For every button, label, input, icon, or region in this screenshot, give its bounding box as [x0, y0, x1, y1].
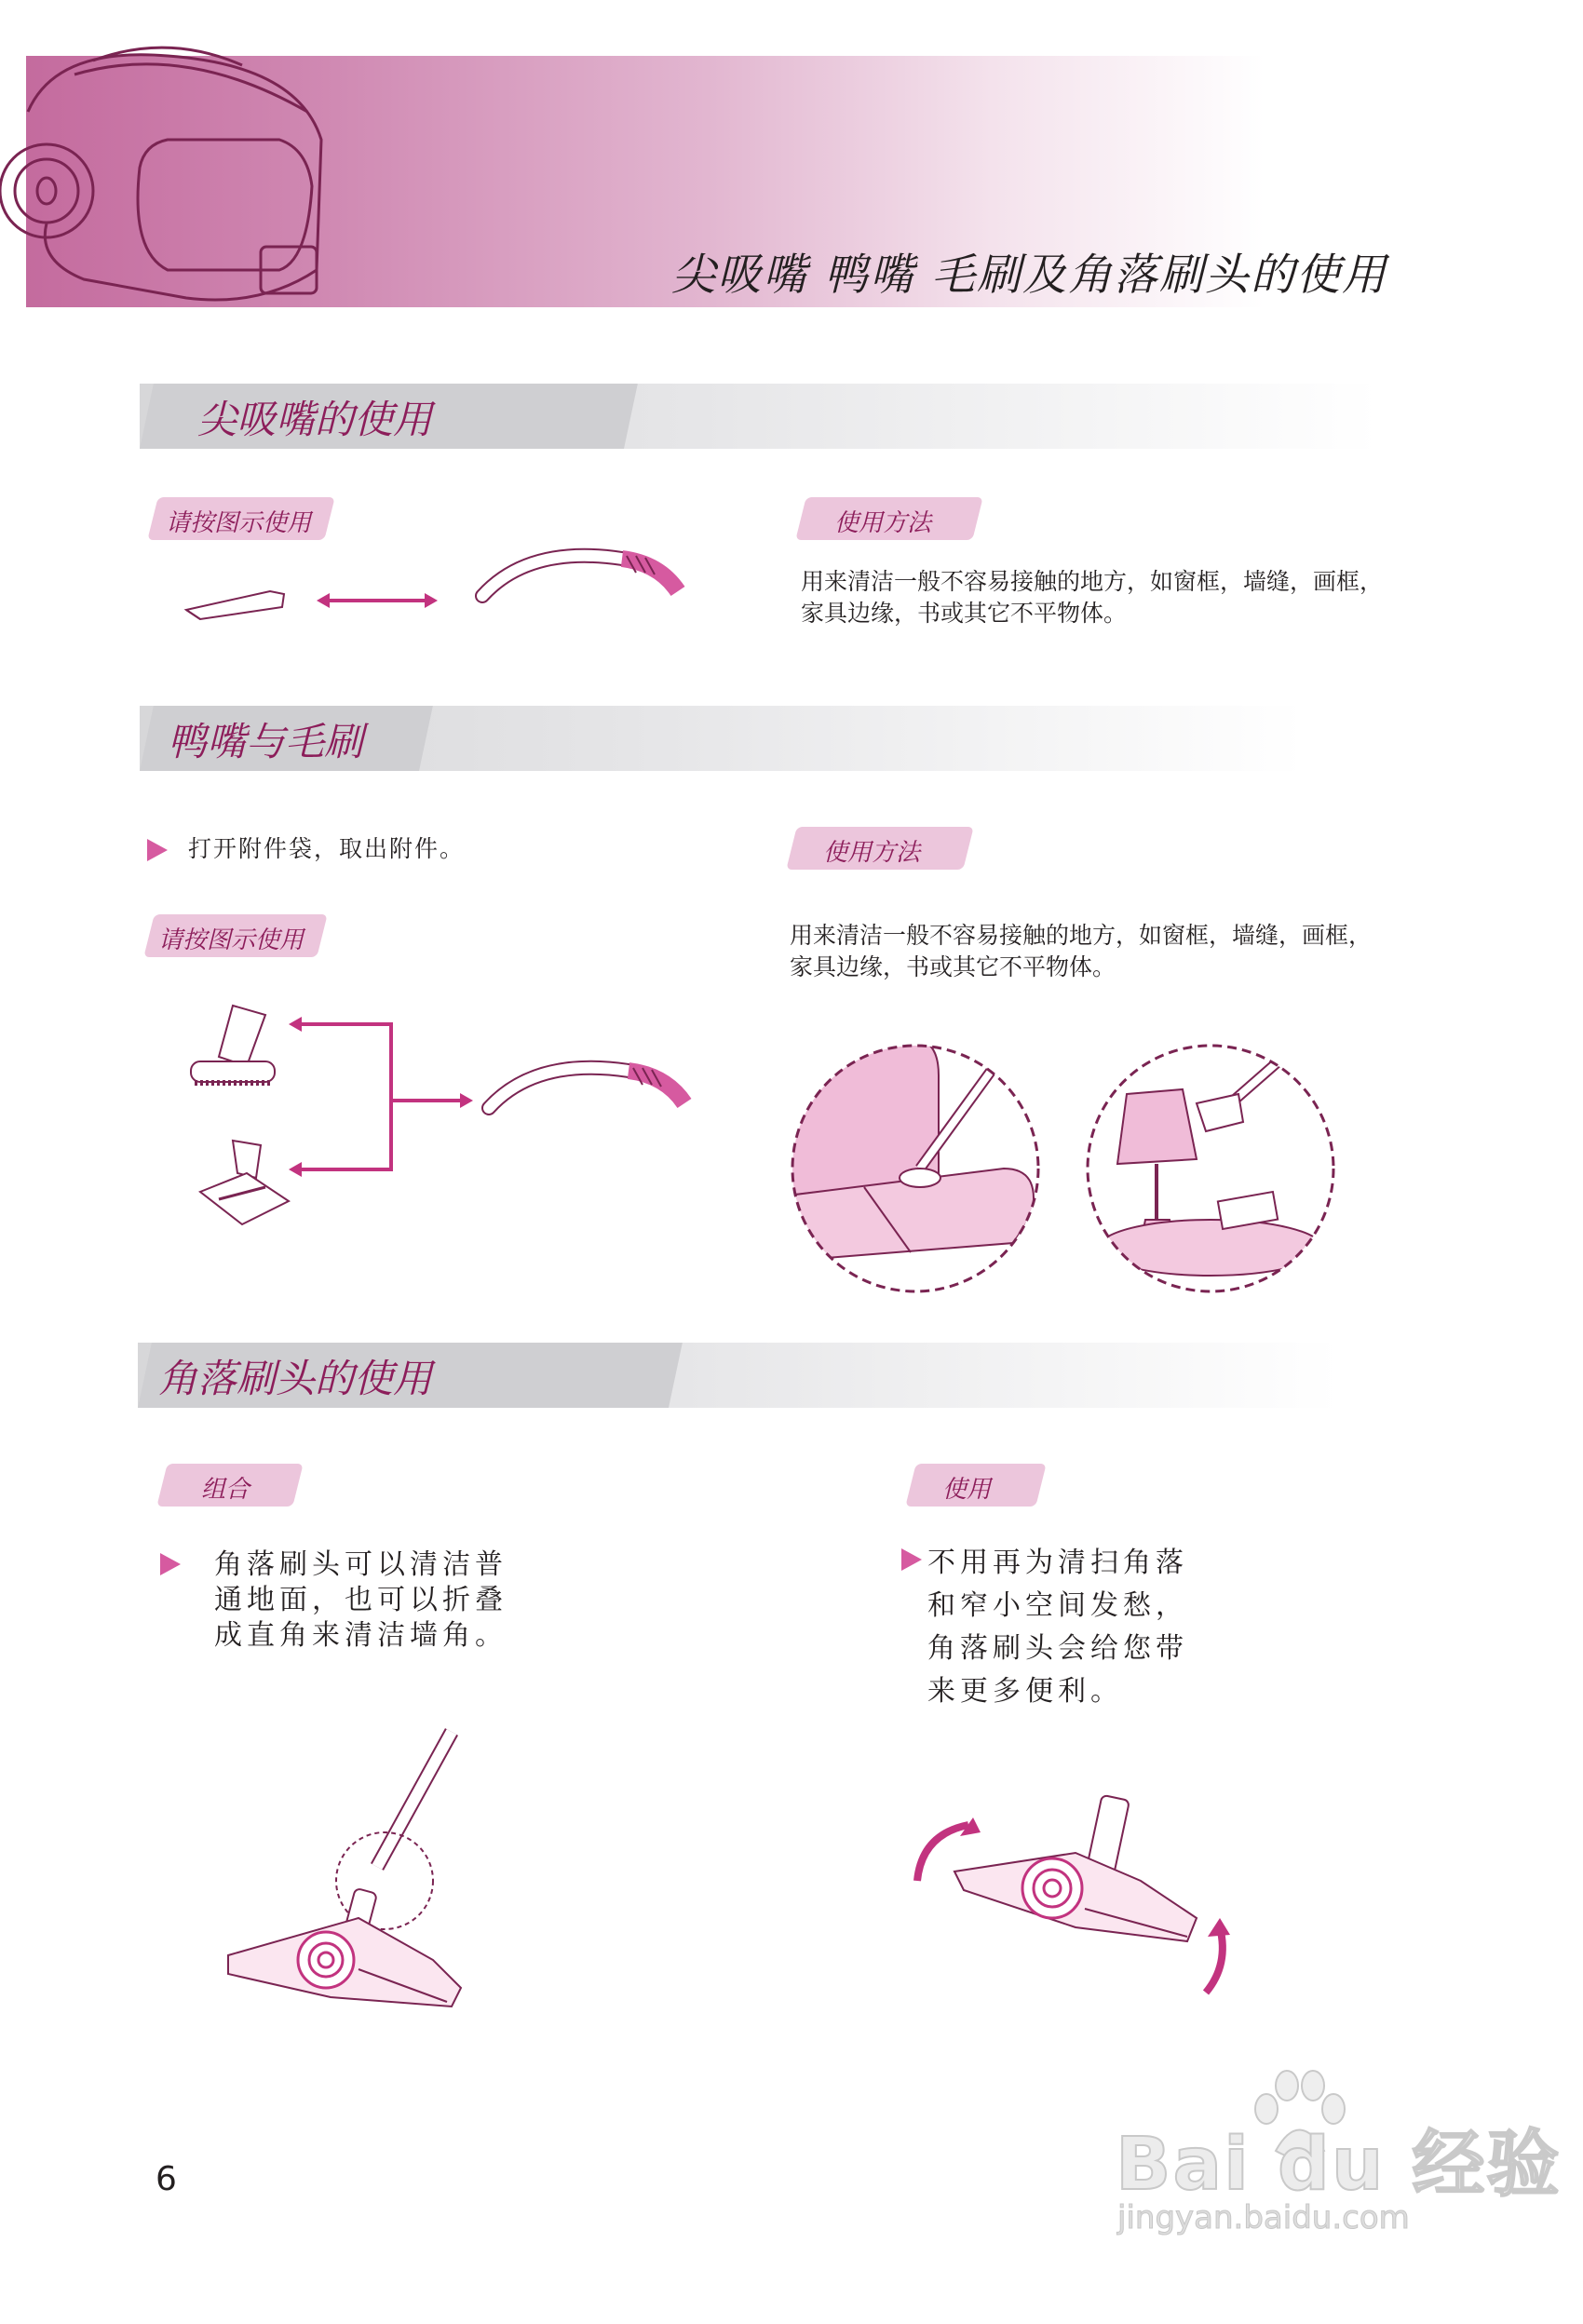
combine-bullet-icon [160, 1553, 181, 1575]
use-label: 使用 [942, 1476, 992, 1504]
hose-wand-illustration [473, 535, 687, 610]
hose-wand-illustration [480, 1047, 694, 1122]
corner-brush-rotation-illustration [908, 1778, 1243, 2011]
method-label: 使用方法 [823, 839, 921, 867]
section-title-corner: 角落刷头的使用 [158, 1356, 433, 1401]
bracket-arrows-icon [289, 1015, 475, 1182]
vacuum-cleaner-illustration [0, 37, 335, 317]
method-text: 用来清洁一般不容易接触的地方，如窗框，墙缝，画框，家具边缘，书或其它不平物体。 [790, 922, 1373, 980]
combine-label: 组合 [201, 1476, 250, 1504]
sofa-cleaning-illustration [780, 1038, 1050, 1299]
watermark-url: jingyan.baidu.com [1117, 2199, 1410, 2236]
use-text: 不用再为清扫角落和窄小空间发愁，角落刷头会给您带来更多便利。 [927, 1547, 1188, 1708]
diagram-label: 请按图示使用 [166, 509, 312, 537]
step-bullet-icon [147, 839, 168, 861]
diagram-label: 请按图示使用 [158, 926, 304, 954]
lamp-cleaning-illustration [1080, 1038, 1341, 1299]
upholstery-nozzle-illustration [196, 1136, 298, 1229]
method-text: 用来清洁一般不容易接触的地方，如窗框，墙缝，画框，家具边缘，书或其它不平物体。 [801, 568, 1384, 627]
section-title-duck-brush: 鸭嘴与毛刷 [168, 719, 364, 764]
section-title-crevice: 尖吸嘴的使用 [197, 397, 433, 442]
watermark-brand: Bai du 经验 [1116, 2123, 1562, 2207]
dusting-brush-illustration [182, 1001, 293, 1103]
corner-brush-assembly-illustration [219, 1727, 480, 2044]
crevice-tool-illustration [182, 577, 293, 624]
step-text: 打开附件袋，取出附件。 [188, 835, 466, 862]
double-arrow-icon [317, 587, 438, 615]
page-title: 尖吸嘴 鸭嘴 毛刷及角落刷头的使用 [671, 250, 1387, 301]
method-label: 使用方法 [834, 509, 932, 537]
page-number: 6 [156, 2160, 177, 2198]
use-bullet-icon [901, 1548, 922, 1571]
combine-text: 角落刷头可以清洁普通地面，也可以折叠成直角来清洁墙角。 [214, 1548, 507, 1652]
